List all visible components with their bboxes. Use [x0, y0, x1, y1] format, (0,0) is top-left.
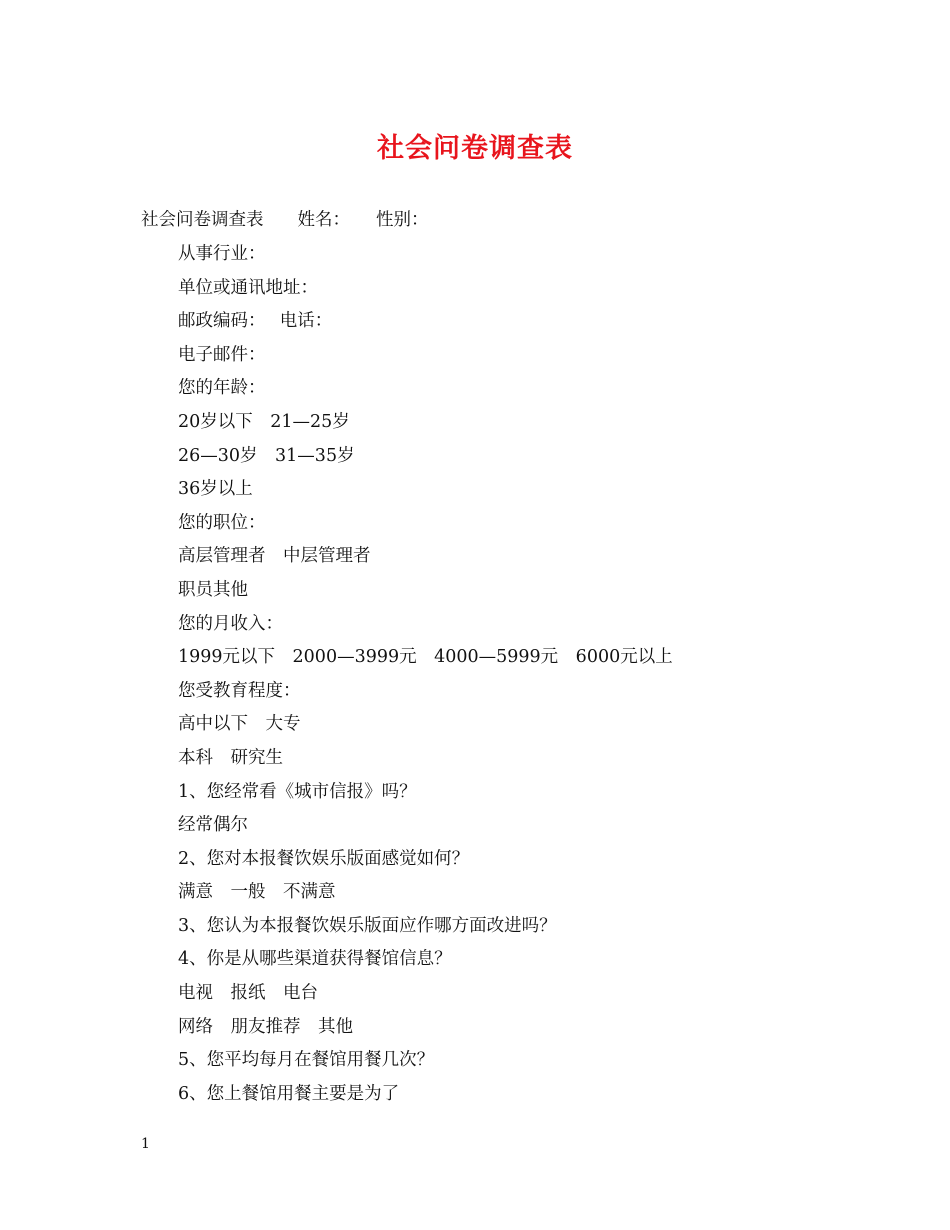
survey-line: 3、您认为本报餐饮娱乐版面应作哪方面改进吗？: [178, 915, 557, 936]
survey-line: 网络 朋友推荐 其他: [178, 1016, 353, 1037]
survey-line: 高中以下 大专: [178, 714, 301, 735]
page-number: 1: [141, 1136, 150, 1152]
survey-line: 邮政编码： 电话：: [178, 311, 333, 332]
survey-line: 单位或通讯地址：: [178, 277, 318, 298]
document-title: 社会问卷调查表: [377, 133, 573, 164]
survey-line: 您的年龄：: [178, 378, 266, 399]
survey-line: 36岁以上: [178, 479, 253, 500]
survey-line: 1999元以下 2000—3999元 4000—5999元 6000元以上: [178, 647, 673, 668]
survey-line: 经常偶尔: [178, 815, 248, 836]
survey-line: 从事行业：: [178, 244, 266, 264]
survey-line: 电视 报纸 电台: [178, 983, 318, 1004]
survey-line: 您的月收入：: [178, 613, 283, 634]
survey-line: 2、您对本报餐饮娱乐版面感觉如何？: [178, 848, 470, 869]
survey-line: 本科 研究生: [178, 747, 283, 768]
survey-line: 5、您平均每月在餐馆用餐几次？: [178, 1050, 435, 1071]
survey-line: 您的职位：: [178, 512, 266, 533]
survey-line: 高层管理者 中层管理者: [178, 546, 371, 567]
header-line: [141, 207, 429, 233]
survey-line: 1、您经常看《城市信报》吗？: [178, 781, 417, 802]
survey-line: 4、你是从哪些渠道获得餐馆信息？: [178, 949, 452, 970]
survey-line: 您受教育程度：: [178, 680, 301, 701]
survey-line: 电子邮件：: [178, 344, 266, 365]
survey-line: 20岁以下 21—25岁: [178, 411, 350, 432]
survey-line: 职员其他: [178, 579, 248, 600]
survey-line: 26—30岁 31—35岁: [178, 445, 355, 466]
survey-line: 满意 一般 不满意: [178, 882, 336, 903]
gender-label: 性别：: [376, 210, 429, 230]
survey-line: 6、您上餐馆用餐主要是为了: [178, 1083, 400, 1104]
name-label: 姓名：: [297, 210, 350, 230]
form-name: 社会问卷调查表: [141, 210, 264, 230]
survey-lines: [178, 241, 878, 1114]
